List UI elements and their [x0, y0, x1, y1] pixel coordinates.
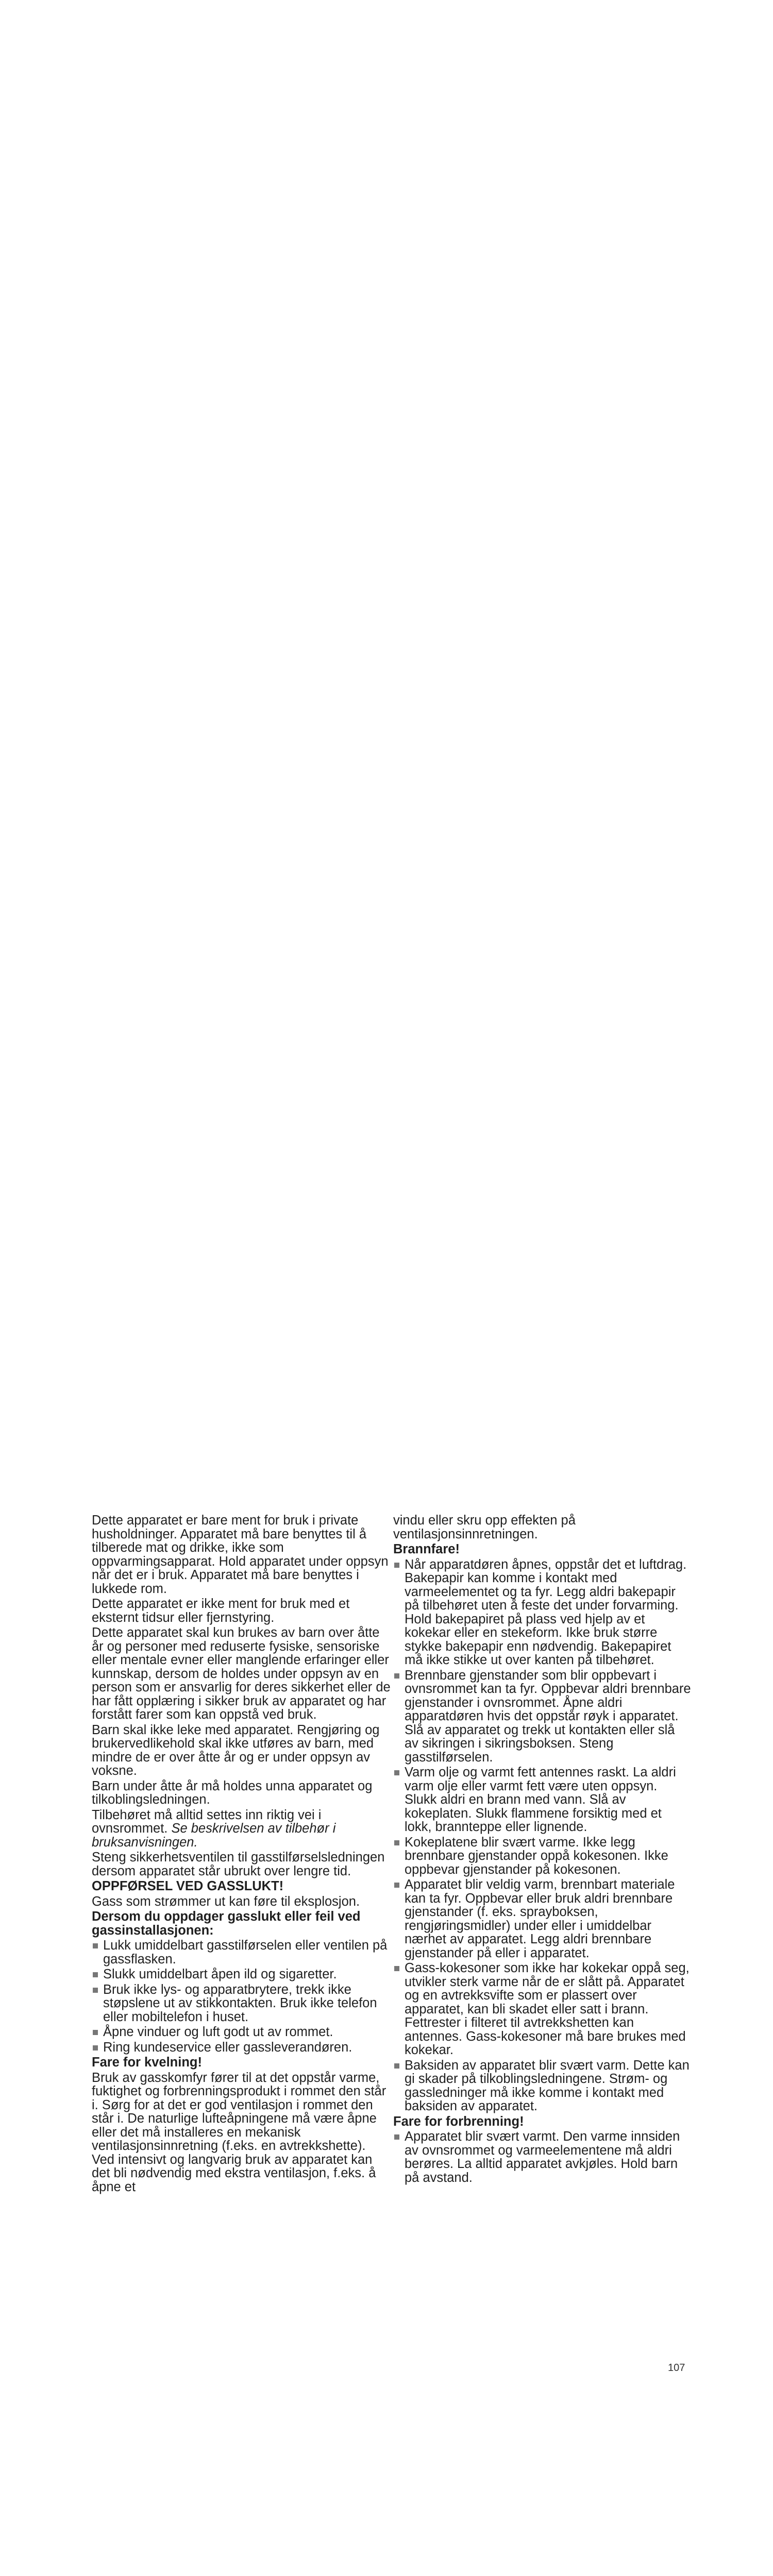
list-item-text: Når apparatdøren åpnes, oppstår det et luftdrag. Bakepapir kan komme i kontakt med varmeelementet og ta fyr. Legg aldri bakepapir på tilbehøret uten å feste det under forvarming. Hold bakepapiret på plass ved hjelp av et kokekar eller en stekeform. Ikke bruk større stykke bakepapir enn nødvendig. Bakepapiret må ikke stikke ut over kanten på tilbehøret. — [405, 1557, 687, 1667]
list-item-text: Gass-kokesoner som ikke har kokekar oppå seg, utvikler sterk varme når de er slått på. Apparatet og en avtrekksvifte som er plassert over apparatet, kan bli skadet eller satt i brann. Fettrester i filteret til avtrekkshetten kan antennes. Gass-kokesoner må bare brukes med kokekar. — [405, 1961, 690, 2057]
list-item-text: Kokeplatene blir svært varme. Ikke legg brennbare gjenstander oppå kokesonen. Ikke oppbevar gjenstander på kokesonen. — [405, 1835, 668, 1877]
paragraph-ventilation-continued: vindu eller skru opp effekten på ventilasjonsinnretningen. — [393, 1513, 576, 1541]
page-number: 107 — [668, 2362, 685, 2374]
paragraph-accessories — [92, 1808, 391, 1850]
bullet-icon — [394, 1966, 399, 1971]
list-item — [393, 2059, 692, 2113]
list-item — [393, 1836, 692, 1877]
list-item — [92, 1983, 391, 2024]
accessories-text: Tilbehøret må alltid settes inn riktig vei i ovnsrommet. — [92, 1807, 322, 1836]
list-item-text: Baksiden av apparatet blir svært varm. Dette kan gi skader på tilkoblingsledningene. Strøm- og gassledninger må ikke komme i kontakt med baksiden av apparatet. — [405, 2058, 690, 2113]
left-column — [92, 1514, 391, 2195]
fire-hazard-list — [393, 1558, 692, 2113]
list-item — [393, 1558, 692, 1667]
list-item-text: Varm olje og varmt fett antennes raskt. La aldri varm olje eller varmt fett være uten oppsyn. Slukk aldri en brann med vann. Slå av kokeplaten. Slukk flammene forsiktig med et lokk, brannteppe eller lignende. — [405, 1765, 676, 1834]
list-item-text: Apparatet blir svært varmt. Den varme innsiden av ovnsrommet og varmeelementene må aldri berøres. La alltid apparatet avkjøles. Hold barn på avstand. — [405, 2129, 680, 2185]
list-item — [393, 1878, 692, 1960]
burn-hazard-list — [393, 2130, 692, 2184]
bullet-icon — [394, 1770, 399, 1775]
list-item-text: Slukk umiddelbart åpen ild og sigaretter. — [103, 1967, 337, 1981]
bullet-icon — [394, 1840, 399, 1845]
heading-gas-smell: OPPFØRSEL VED GASSLUKT! — [92, 1879, 284, 1893]
list-item — [393, 1669, 692, 1765]
bullet-icon — [394, 1673, 399, 1679]
bullet-icon — [394, 2063, 399, 2069]
paragraph-gas-explosion: Gass som strømmer ut kan føre til eksplosjon. — [92, 1894, 360, 1909]
gas-fault-list — [92, 1939, 391, 2054]
bullet-icon — [93, 2045, 98, 2050]
list-item-text: Bruk ikke lys- og apparatbrytere, trekk ikke støpslene ut av stikkontakten. Bruk ikke telefon eller mobiltelefon i huset. — [103, 1982, 377, 2024]
list-item — [92, 1939, 391, 1966]
list-item-text: Lukk umiddelbart gasstilførselen eller ventilen på gassflasken. — [103, 1938, 388, 1967]
paragraph-no-timer: Dette apparatet er ikke ment for bruk med et eksternt tidsur eller fjernstyring. — [92, 1597, 350, 1625]
list-item-text: Ring kundeservice eller gassleverandøren. — [103, 2040, 352, 2055]
list-item — [92, 2041, 391, 2055]
bullet-icon — [394, 2134, 399, 2140]
list-item — [393, 2130, 692, 2184]
heading-gas-fault: Dersom du oppdager gasslukt eller feil ved gassinstallasjonen: — [92, 1909, 361, 1938]
accessories-italic-text: Se beskrivelsen av tilbehør i bruksanvisningen. — [92, 1821, 336, 1850]
list-item — [393, 1961, 692, 2057]
bullet-icon — [394, 1883, 399, 1888]
list-item-text: Brennbare gjenstander som blir oppbevart i ovnsrommet kan ta fyr. Oppbevar aldri brennbare gjenstander i ovnsrommet. Åpne aldri apparatdøren hvis det oppstår røyk i apparatet. Slå av apparatet og trekk ut kontakten eller slå av sikringen i sikringsboksen. Steng gasstilførselen. — [405, 1668, 691, 1765]
paragraph-children-supervision: Dette apparatet skal kun brukes av barn over åtte år og personer med reduserte fysiske, sensoriske eller mentale evner eller manglende erfaringer eller kunnskap, dersom de holdes under oppsyn av en person som er ansvarlig for deres sikkerhet eller de har fått opplæring i sikker bruk av apparatet og har forstått farer som kan oppstå ved bruk. — [92, 1625, 391, 1722]
bullet-icon — [93, 1943, 98, 1948]
list-item-text: Apparatet blir veldig varm, brennbart materiale kan ta fyr. Oppbevar eller bruk aldri brennbare gjenstander (f. eks. sprayboksen, rengjøringsmidler) under eller i umiddelbar nærhet av apparatet. Legg aldri brennbare gjenstander på eller i apparatet. — [405, 1877, 675, 1960]
paragraph-children-under-eight: Barn under åtte år må holdes unna apparatet og tilkoblingsledningen. — [92, 1778, 373, 1807]
list-item — [92, 1968, 391, 1981]
heading-suffocation: Fare for kvelning! — [92, 2055, 202, 2070]
heading-fire-hazard: Brannfare! — [393, 1542, 460, 1556]
bullet-icon — [93, 1972, 98, 1977]
paragraph-ventilation: Bruk av gasskomfyr fører til at det oppstår varme, fuktighet og forbrenningsprodukt i rommet den står i. Sørg for at det er god ventilasjon i rommet den står i. De naturlige lufteåpningene må være åpne eller det må installeres en mekanisk ventilasjonsinnretning (f.eks. en avtrekkshette). Ved intensivt og langvarig bruk av apparatet kan det bli nødvendig med ekstra ventilasjon, f.eks. å åpne et — [92, 2070, 386, 2194]
paragraph-gas-valve: Steng sikkerhetsventilen til gasstilførselsledningen dersom apparatet står ubrukt over lengre tid. — [92, 1850, 385, 1878]
list-item-text: Åpne vinduer og luft godt ut av rommet. — [103, 2025, 333, 2039]
list-item — [393, 1766, 692, 1834]
paragraph-intended-use: Dette apparatet er bare ment for bruk i private husholdninger. Apparatet må bare benyttes til å tilberede mat og drikke, ikke som oppvarmingsapparat. Hold apparatet under oppsyn når det er i bruk. Apparatet må bare benyttes i lukkede rom. — [92, 1513, 389, 1596]
bullet-icon — [93, 2030, 98, 2035]
bullet-icon — [93, 1988, 98, 1993]
paragraph-children-play: Barn skal ikke leke med apparatet. Rengjøring og brukervedlikehold skal ikke utføres av barn, med mindre de er over åtte år og er under oppsyn av voksne. — [92, 1722, 380, 1778]
heading-burn-hazard: Fare for forbrenning! — [393, 2114, 524, 2129]
bullet-icon — [394, 1563, 399, 1568]
right-column — [393, 1514, 692, 2186]
list-item — [92, 2025, 391, 2039]
